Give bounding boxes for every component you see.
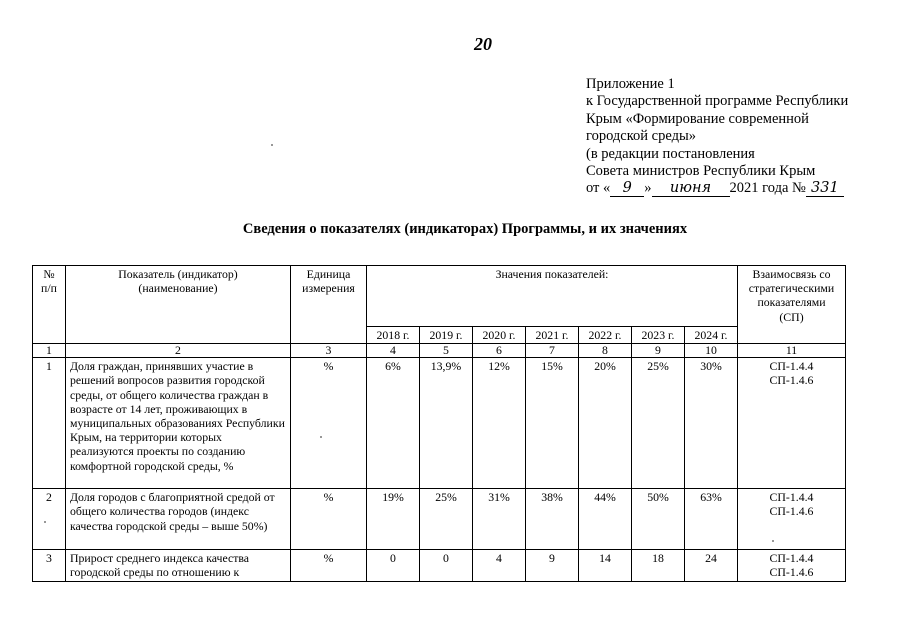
- column-number: 3: [291, 344, 367, 358]
- header-indicator: Показатель (индикатор) (наименование): [66, 266, 291, 344]
- date-prefix: от «: [586, 180, 611, 197]
- row-value: 24: [685, 550, 738, 582]
- table-row: [33, 358, 846, 489]
- row-indicator-name: Доля граждан, принявших участие в решений вопросов развития городской среды, от общего количества граждан в возрасте от 14 лет, проживающих в муниципальных образованиях Республики Крым, на территории которых реализуются проекты по созданию комфортной городской среды, %: [66, 358, 291, 489]
- row-num: 1: [33, 358, 66, 489]
- row-value: 25%: [420, 489, 473, 550]
- row-indicator-name: Прирост среднего индекса качества городской среды по отношению к: [66, 550, 291, 582]
- appendix-line: к Государственной программе Республики: [586, 93, 849, 110]
- row-unit: %: [291, 550, 367, 582]
- year-header: 2021 г.: [526, 327, 579, 344]
- column-number: 5: [420, 344, 473, 358]
- handwritten-doc-number: 331: [806, 180, 844, 197]
- row-value: 13,9%: [420, 358, 473, 489]
- appendix-line: городской среды»: [586, 128, 696, 145]
- scan-speck: [772, 540, 774, 542]
- page-number: 20: [474, 34, 492, 54]
- column-number: 9: [632, 344, 685, 358]
- scan-speck: [320, 436, 322, 438]
- handwritten-month: июня: [652, 180, 730, 197]
- appendix-line: (в редакции постановления: [586, 145, 755, 162]
- row-value: 20%: [579, 358, 632, 489]
- appendix-line: Приложение 1: [586, 76, 675, 92]
- row-value: 14: [579, 550, 632, 582]
- row-links: СП-1.4.4 СП-1.4.6: [738, 550, 846, 582]
- row-value: 15%: [526, 358, 579, 489]
- header-row: [33, 266, 846, 327]
- header-num: № п/п: [33, 266, 66, 344]
- column-number: 8: [579, 344, 632, 358]
- quote-close: »: [644, 180, 652, 197]
- row-value: 18: [632, 550, 685, 582]
- year-header: 2023 г.: [632, 327, 685, 344]
- appendix-line: Крым «Формирование современной: [586, 110, 809, 127]
- indicators-table: [32, 265, 846, 582]
- column-numbers-row: [33, 344, 846, 358]
- row-indicator-name: Доля городов с благоприятной средой от общего количества городов (индекс качества городской среды – выше 50%): [66, 489, 291, 550]
- row-value: 25%: [632, 358, 685, 489]
- year-header: 2020 г.: [473, 327, 526, 344]
- year-header: 2018 г.: [367, 327, 420, 344]
- row-unit: %: [291, 358, 367, 489]
- year-header: 2024 г.: [685, 327, 738, 344]
- row-value: 0: [367, 550, 420, 582]
- column-number: 6: [473, 344, 526, 358]
- header-unit: Единица измерения: [291, 266, 367, 344]
- row-value: 50%: [632, 489, 685, 550]
- year-text: 2021 года №: [729, 180, 806, 197]
- row-value: 4: [473, 550, 526, 582]
- year-header: 2019 г.: [420, 327, 473, 344]
- column-number: 2: [66, 344, 291, 358]
- column-number: 10: [685, 344, 738, 358]
- row-value: 31%: [473, 489, 526, 550]
- column-number: 11: [738, 344, 846, 358]
- column-number: 7: [526, 344, 579, 358]
- row-num: 2: [33, 489, 66, 550]
- column-number: 1: [33, 344, 66, 358]
- row-value: 63%: [685, 489, 738, 550]
- document-title: Сведения о показателях (индикаторах) Программы, и их значениях: [242, 221, 688, 237]
- appendix-date-line: [586, 180, 886, 197]
- row-num: 3: [33, 550, 66, 582]
- appendix-line: Совета министров Республики Крым: [586, 163, 816, 180]
- row-value: 19%: [367, 489, 420, 550]
- handwritten-day: 9: [610, 180, 644, 197]
- table-row: [33, 489, 846, 550]
- appendix-block: [586, 76, 886, 198]
- row-value: 6%: [367, 358, 420, 489]
- row-unit: %: [291, 489, 367, 550]
- year-header: 2022 г.: [579, 327, 632, 344]
- row-links: СП-1.4.4 СП-1.4.6: [738, 358, 846, 489]
- header-values: Значения показателей:: [367, 266, 738, 327]
- header-link: Взаимосвязь со стратегическими показателями (СП): [738, 266, 846, 344]
- table-row: [33, 550, 846, 582]
- column-number: 4: [367, 344, 420, 358]
- row-value: 12%: [473, 358, 526, 489]
- row-links: СП-1.4.4 СП-1.4.6: [738, 489, 846, 550]
- scan-speck: [44, 521, 46, 523]
- row-value: 0: [420, 550, 473, 582]
- row-value: 38%: [526, 489, 579, 550]
- scan-speck: [271, 144, 273, 146]
- row-value: 9: [526, 550, 579, 582]
- row-value: 30%: [685, 358, 738, 489]
- row-value: 44%: [579, 489, 632, 550]
